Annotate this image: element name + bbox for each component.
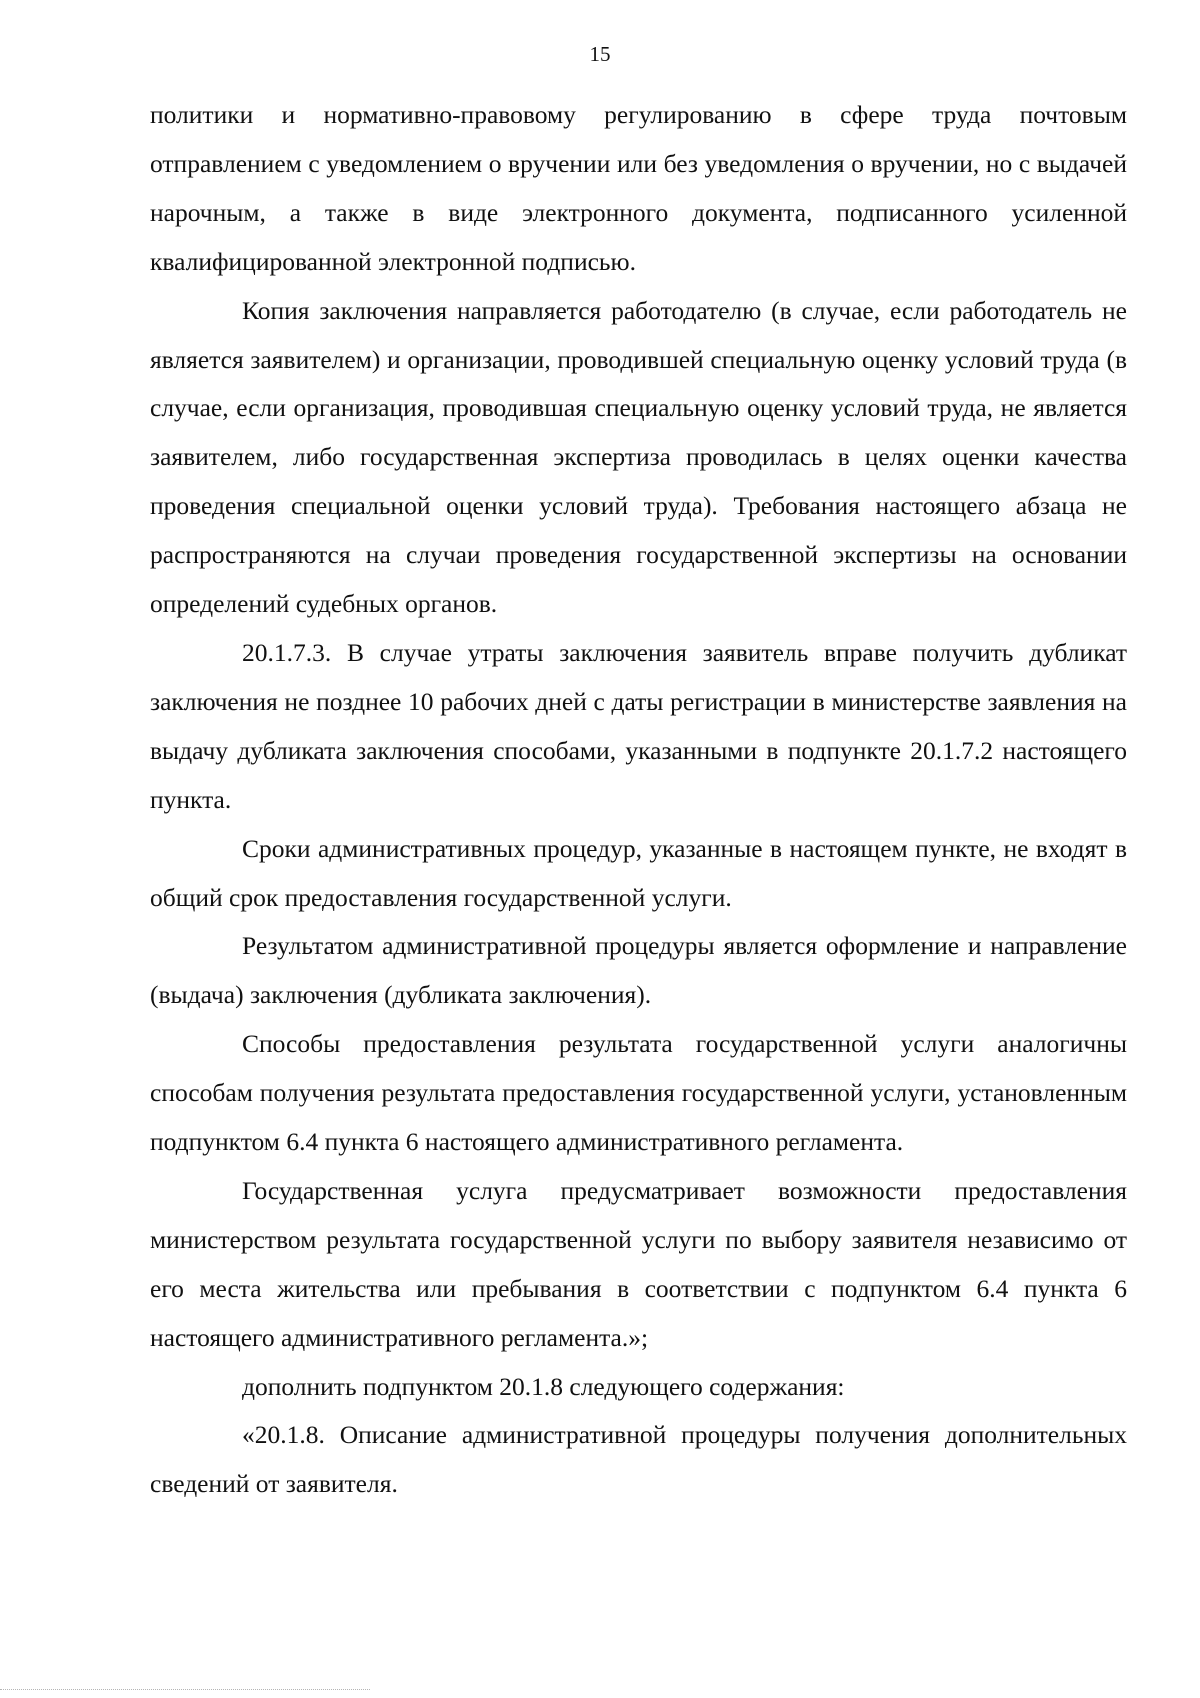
paragraph-service-provision: Государственная услуга предусматривает возможности предоставления министерством результата государственной услуги по выбору заявителя независимо от его места жительства или пребывания в соответствии с подпунктом 6.4 пункта 6 настоящего административного регламента.»; [150,1175,1127,1352]
paragraph-continuation: политики и нормативно-правовому регулированию в сфере труда почтовым отправлением с уведомлением о вручении или без уведомления о вручении, но с выдачей нарочным, а также в виде электронного документа, подписанного усиленной квалифицированной электронной подписью. [150,100,1127,276]
scan-edge-line [0,1689,370,1690]
paragraph-20-1-8: «20.1.8. Описание административной процедуры получения дополнительных сведений от заявителя. [150,1420,1127,1499]
paragraph-copy-conclusion: Копия заключения направляется работодателю (в случае, если работодатель не является заявителем) и организации, проводившей специальную оценку условий труда (в случае, если организация, проводившая специальную оценку условий труда, не является заявителем, либо государственная экспертиза проводилась в целях оценки качества проведения специальной оценки условий труда). Требования настоящего абзаца не распространяются на случаи проведения государственной экспертизы на основании определений судебных органов. [150,295,1127,619]
paragraph-amendment-intro: дополнить подпунктом 20.1.8 следующего содержания: [242,1371,845,1401]
paragraph-procedure-terms: Сроки административных процедур, указанные в настоящем пункте, не входят в общий срок предоставления государственной услуги. [150,833,1127,912]
page-number: 15 [589,42,611,66]
paragraph-result-methods: Способы предоставления результата государственной услуги аналогичны способам получения результата предоставления государственной услуги, установленным подпунктом 6.4 пункта 6 настоящего административного регламента. [150,1029,1127,1157]
document-body [150,91,1127,1509]
paragraph-20-1-7-3: 20.1.7.3. В случае утраты заключения заявитель вправе получить дубликат заключения не позднее 10 рабочих дней с даты регистрации в министерстве заявления на выдачу дубликата заключения способами, указанными в подпункте 20.1.7.2 настоящего пункта. [150,637,1127,814]
paragraph-procedure-result: Результатом административной процедуры является оформление и направление (выдача) заключения (дубликата заключения). [150,931,1127,1010]
